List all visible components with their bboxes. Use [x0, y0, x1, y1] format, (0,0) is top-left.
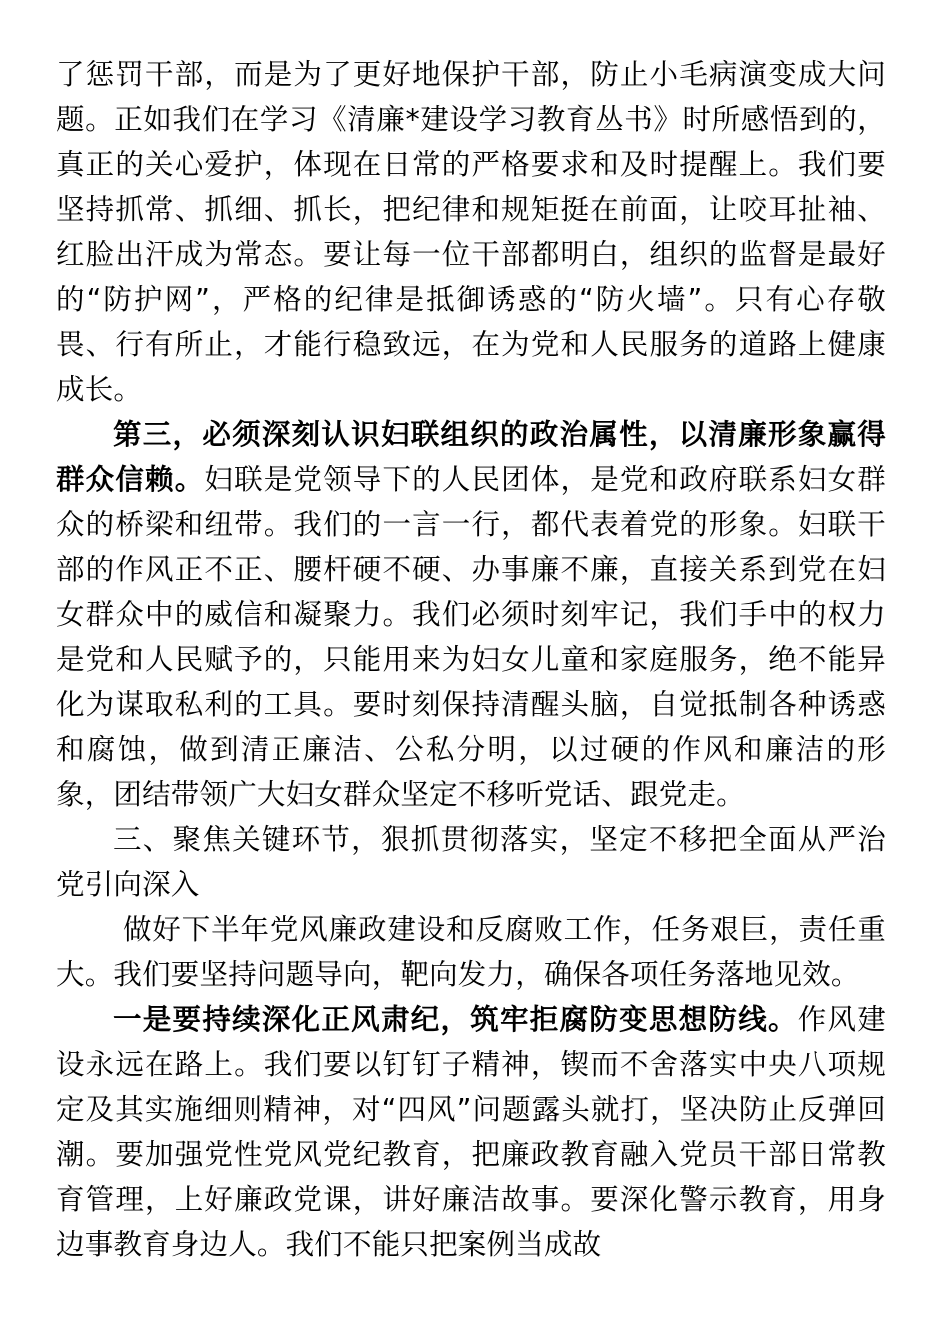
paragraph-continued: [56, 52, 886, 412]
document-text-body: [56, 52, 886, 1267]
paragraph-third-point: [56, 412, 886, 817]
paragraph-text: 妇联是党领导下的人民团体，是党和政府联系妇女群众的桥梁和纽带。我们的一言一行，都代表着党的形象。妇联干部的作风正不正、腰杆硬不硬、办事廉不廉，直接关系到党在妇女群众中的威信和凝聚力。我们必须时刻牢记，我们手中的权力是党和人民赋予的，只能用来为妇女儿童和家庭服务，绝不能异化为谋取私利的工具。要时刻保持清醒头脑，自觉抵制各种诱惑和腐蚀，做到清正廉洁、公私分明，以过硬的作风和廉洁的形象，团结带领广大妇女群众坚定不移听党话、跟党走。: [56, 463, 886, 811]
run-in-heading-point-one: 一是要持续深化正风肃纪，筑牢拒腐防变思想防线。: [113, 1003, 798, 1036]
section-heading-text: 三、聚焦关键环节，狠抓贯彻落实，坚定不移把全面从严治党引向深入: [56, 823, 886, 901]
paragraph-second-half-year-work: [56, 907, 886, 997]
paragraph-text: 了惩罚干部，而是为了更好地保护干部，防止小毛病演变成大问题。正如我们在学习《清廉*建设学习教育丛书》时所感悟到的，真正的关心爱护，体现在日常的严格要求和及时提醒上。我们要坚持抓常、抓细、抓长，把纪律和规矩挺在前面，让咬耳扯袖、红脸出汗成为常态。要让每一位干部都明白，组织的监督是最好的“防护网”，严格的纪律是抵御诱惑的“防火墙”。只有心存敬畏、行有所止，才能行稳致远，在为党和人民服务的道路上健康成长。: [56, 58, 886, 406]
section-heading-three: [56, 817, 886, 907]
paragraph-text: 作风建设永远在路上。我们要以钉钉子精神，锲而不舍落实中央八项规定及其实施细则精神，对“四风”问题露头就打，坚决防止反弹回潮。要加强党性党风党纪教育，把廉政教育融入党员干部日常教育管理，上好廉政党课，讲好廉洁故事。要深化警示教育，用身边事教育身边人。我们不能只把案例当成故: [56, 1003, 886, 1261]
paragraph-text: 做好下半年党风廉政建设和反腐败工作，任务艰巨，责任重大。我们要坚持问题导向，靶向发力，确保各项任务落地见效。: [56, 913, 886, 991]
paragraph-point-one: [56, 997, 886, 1267]
run-in-heading-third-point: 第三，必须深刻认识妇联组织的政治属性，以清廉形象赢得群众信赖。: [56, 418, 886, 496]
